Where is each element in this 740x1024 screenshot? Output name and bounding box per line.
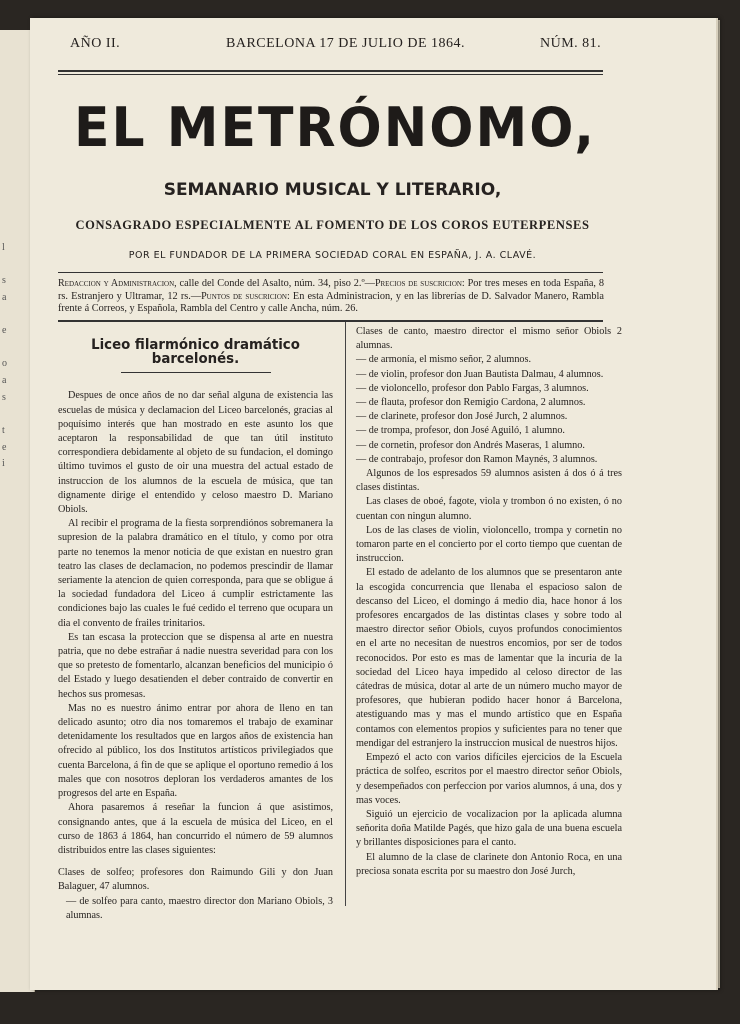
list-item: — de cornetin, profesor don Andrés Maseras, 1 alumno.: [356, 439, 585, 451]
article-title: Liceo filarmónico dramático barcelonés.: [91, 337, 300, 368]
left-page-fragment: e: [2, 325, 7, 336]
left-page-fragment: l: [2, 242, 5, 253]
list-item: — de violoncello, profesor don Pablo Fargas, 3 alumnos.: [356, 382, 589, 394]
left-page-fragment: o: [2, 358, 7, 369]
paragraph: Siguió un ejercicio de vocalizacion por la aplicada alumna señorita doña Matilde Pagés, que hizo gala de una buena escuela y brillantes disposiciones para el canto.: [356, 808, 622, 849]
masthead-subtitle: SEMANARIO MUSICAL Y LITERARIO,: [163, 180, 502, 200]
issue-date: BARCELONA 17 DE JULIO DE 1864.: [226, 36, 465, 51]
left-page-fragment: a: [2, 292, 7, 303]
subscription-info: Redaccion y Administracion, calle del Conde del Asalto, núm. 34, piso 2.º—Precios de suscricion: Por tres meses en toda España, 8 rs. Estranjero y Ultramar, 12 rs.—Puntos de suscricion: En esta Administracion, y en las librerías de D. Salvador Manero, Rambla frente á Correos, y Española, Rambla del Centro y calle Ancha, núm. 26.: [58, 278, 605, 314]
list-item: — de contrabajo, profesor don Ramon Maynés, 3 alumnos.: [356, 453, 598, 465]
list-item: — de flauta, profesor don Remigio Cardona, 2 alumnos.: [356, 397, 586, 409]
issue-number: NÚM. 81.: [540, 36, 602, 51]
left-page-fragment: t: [2, 425, 5, 436]
paragraph: El alumno de la clase de clarinete don Antonio Roca, en una preciosa sonata escrita por su maestro don José Jurch,: [356, 851, 622, 877]
masthead-founder: POR EL FUNDADOR DE LA PRIMERA SOCIEDAD CORAL EN ESPAÑA, J. A. CLAVÉ.: [128, 250, 537, 261]
column-divider: [345, 322, 346, 906]
info-rule-bottom: [58, 320, 603, 322]
list-item: — de trompa, profesor, don José Aguiló, 1 alumno.: [356, 425, 565, 437]
title-rule: [121, 372, 271, 373]
paragraph: Empezó el acto con varios difíciles ejercicios de la Escuela práctica de solfeo, escritos por el maestro director señor Obiols, y desempeñados con perfeccion por varios alumnos, á una, dos y mas voces.: [356, 752, 622, 806]
list-item: — de clarinete, profesor don José Jurch, 2 alumnos.: [356, 411, 568, 423]
list-item: Clases de solfeo; profesores don Raimundo Gili y don Juan Balaguer, 47 alumnos.: [58, 867, 333, 893]
paragraph: Algunos de los espresados 59 alumnos asisten á dos ó á tres clases distintas.: [356, 468, 622, 494]
masthead-dedication: CONSAGRADO ESPECIALMENTE AL FOMENTO DE LOS COROS EUTERPENSES: [75, 218, 590, 232]
right-column: [356, 325, 622, 879]
paragraph: Es tan escasa la proteccion que se dispensa al arte en nuestra patria, que no debe estrañar á nadie nuestra severidad para con los que so pretesto de fomentarlo, alcanzan beneficios del municipio ó del Estado y luego desatienden el deber contraido de convertir en hechos sus promesas.: [58, 631, 333, 700]
paragraph: Despues de once años de no dar señal alguna de existencia las escuelas de música y declamacion del Liceo barcelonés, gracias al poquísimo interés que han mostrado en este asunto los que aceptaron la responsabilidad de que tan útil instituto correspondiera debidamente al objeto de su fundacion, el domingo último tuvimos el gusto de oir una muestra del actual estado de instruccion de los alumnos de la escuela de música, que tan dignamente dirige el entendido y celoso maestro D. Mariano Obiols.: [58, 390, 333, 516]
paragraph: Ahora pasaremos á reseñar la funcion á que asistimos, consignando antes, que á la escuela de música del Liceo, en el curso de 1863 á 1864, han concurrido el número de 59 alumnos distribuidos entre las clases siguientes:: [58, 802, 333, 856]
left-column: [58, 338, 333, 923]
left-page-fragment: e: [2, 442, 7, 453]
info-rule-top: [58, 272, 603, 273]
left-page-fragment: s: [2, 392, 6, 403]
left-page-fragment: s: [2, 275, 6, 286]
paragraph: Mas no es nuestro ánimo entrar por ahora de lleno en tan delicado asunto; otro dia nos tomaremos el trabajo de examinar detenidamente los resultados que en largos años de existencia han ofrecido al público, los dos Institutos artísticos privilegiados que cuenta Barcelona, á fin de que se aplique el oportuno remedio á los males que con nosotros deploran los verdaderos amantes de los progresos del arte en España.: [58, 702, 333, 800]
list-item: Clases de canto, maestro director el mismo señor Obiols 2 alumnas.: [356, 326, 622, 352]
paragraph: El estado de adelanto de los alumnos que se presentaron ante la escogida concurrencia que llenaba el espacioso salon de descanso del Liceo, el domingo á medio dia, hace honor á los profesores encargados de las distintas clases y sobre todo al maestro director señor Obiols, cuyos profundos conocimientos en el arte no necesitan de nuestros encomios, por ser de todos reconocidos. Por esto es mas de lamentar que la incuria de la sociedad del Liceo haya impedido al celoso director de las cátedras de música, dotar al arte de un número mucho mayor de profesores, que hubieran podido hacer honor á Barcelona, atestiguando mas y mas el mundo artístico que en España contamos con elementos propios y suficientes para no tener que mendigar del estranjero la instruccion musical de nuestros hijos.: [356, 567, 622, 749]
left-page-fragment: a: [2, 375, 7, 386]
issue-year: AÑO II.: [70, 36, 121, 51]
paragraph: Las clases de oboé, fagote, viola y trombon ó no existen, ó no cuentan con ningun alumno.: [356, 496, 622, 522]
paragraph: Los de las clases de violin, violoncello, trompa y cornetin no tomaron parte en el concierto por el corto tiempo que cuentan de instruccion.: [356, 524, 622, 565]
list-item: — de armonía, el mismo señor, 2 alumnos.: [356, 354, 532, 366]
list-item: — de violin, profesor don Juan Bautista Dalmau, 4 alumnos.: [356, 368, 604, 380]
list-item: — de solfeo para canto, maestro director don Mariano Obiols, 3 alumnas.: [66, 895, 333, 921]
left-page-fragment: i: [2, 458, 5, 469]
paragraph: Al recibir el programa de la fiesta sorprendiónos sobremanera la supresion de la palabra dramático en el título, y como por otra parte no tenemos la menor noticia de que existan en nuestro gran teatro las clases de declamacion, no podemos prescindir de llamar seriamente la atencion de quien corresponda, para que se obligue á la sociedad fundadora del Liceo á cumplir estrictamente las condiciones bajo las cuales le fué cedido el terreno que ocupara un dia el convento de frailes trinitarios.: [58, 518, 333, 629]
header-rule: [58, 70, 603, 72]
masthead-title: EL METRÓNOMO,: [73, 96, 597, 160]
header-rule-thin: [58, 74, 603, 75]
